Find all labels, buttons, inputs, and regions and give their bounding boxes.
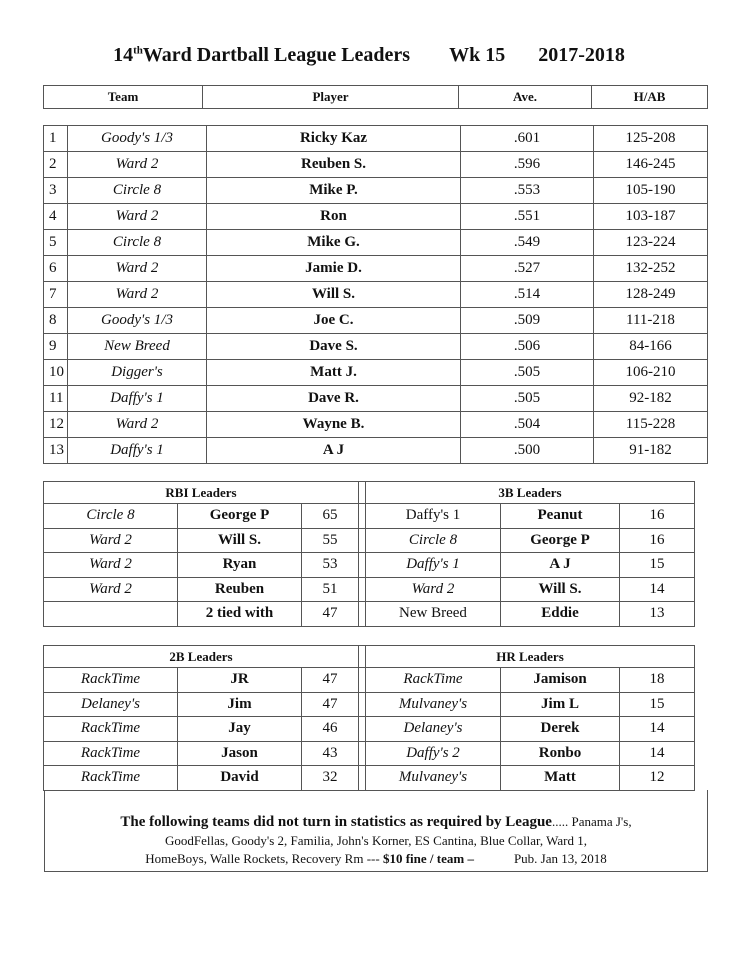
cell-rank: 13	[44, 438, 68, 464]
b3-n: 13	[620, 602, 695, 627]
rbi-title: RBI Leaders	[44, 482, 359, 504]
b2-team: RackTime	[44, 766, 178, 791]
b3-team: Daffy's 1	[366, 553, 501, 578]
b2-player: Jason	[178, 741, 302, 766]
cell-rank: 11	[44, 386, 68, 412]
table-row	[44, 178, 708, 204]
b2-team: RackTime	[44, 741, 178, 766]
rbi-player: Ryan	[178, 553, 302, 578]
cell-hab: 125-208	[594, 126, 708, 152]
table-row	[44, 692, 695, 717]
col-team: Team	[44, 86, 203, 109]
cell-ave: .527	[461, 256, 594, 282]
cell-team: Ward 2	[68, 412, 207, 438]
cell-hab: 132-252	[594, 256, 708, 282]
title-week: Wk 15	[449, 44, 506, 66]
b2-n: 47	[302, 668, 359, 693]
table-row	[44, 360, 708, 386]
b3-player: Will S.	[501, 577, 620, 602]
cell-hab: 128-249	[594, 282, 708, 308]
rbi-n: 55	[302, 528, 359, 553]
cell-rank: 1	[44, 126, 68, 152]
cell-hab: 106-210	[594, 360, 708, 386]
cell-hab: 91-182	[594, 438, 708, 464]
table-row	[44, 334, 708, 360]
b2-team: RackTime	[44, 668, 178, 693]
b2-team: Delaney's	[44, 692, 178, 717]
cell-ave: .500	[461, 438, 594, 464]
cell-hab: 146-245	[594, 152, 708, 178]
table-row	[44, 528, 695, 553]
b3-team: Circle 8	[366, 528, 501, 553]
cell-team: Goody's 1/3	[68, 308, 207, 334]
rbi-n: 51	[302, 577, 359, 602]
cell-team: Ward 2	[68, 204, 207, 230]
hr-n: 14	[620, 741, 695, 766]
col-player: Player	[203, 86, 459, 109]
leaders-table	[43, 125, 708, 464]
table-row	[44, 152, 708, 178]
hr-n: 12	[620, 766, 695, 791]
table-row	[44, 438, 708, 464]
hr-player: Jim L	[501, 692, 620, 717]
cell-player: Dave R.	[207, 386, 461, 412]
table-row	[44, 204, 708, 230]
cell-rank: 9	[44, 334, 68, 360]
rbi-player: 2 tied with	[178, 602, 302, 627]
cell-team: Daffy's 1	[68, 386, 207, 412]
rbi-team: Ward 2	[44, 528, 178, 553]
b2-n: 32	[302, 766, 359, 791]
b2-n: 46	[302, 717, 359, 742]
b3-n: 14	[620, 577, 695, 602]
table-row	[44, 553, 695, 578]
cell-team: Ward 2	[68, 152, 207, 178]
rbi-player: Reuben	[178, 577, 302, 602]
b3-n: 16	[620, 528, 695, 553]
cell-player: Mike G.	[207, 230, 461, 256]
cell-ave: .553	[461, 178, 594, 204]
cell-player: Wayne B.	[207, 412, 461, 438]
b2-player: Jay	[178, 717, 302, 742]
cell-hab: 123-224	[594, 230, 708, 256]
cell-rank: 5	[44, 230, 68, 256]
hr-player: Derek	[501, 717, 620, 742]
b2-player: JR	[178, 668, 302, 693]
b3-n: 16	[620, 504, 695, 529]
table-row	[44, 504, 695, 529]
rbi-player: George P	[178, 504, 302, 529]
b3-player: A J	[501, 553, 620, 578]
cell-rank: 2	[44, 152, 68, 178]
page-title	[0, 44, 738, 67]
cell-team: Circle 8	[68, 178, 207, 204]
table-row	[44, 741, 695, 766]
footer-note: The following teams did not turn in statistics as required by League..... Panama J's, GoodFellas, Goody's 2, Familia, John's Korner, ES Cantina, Blue Collar, Ward 1, HomeBoys, Walle Rockets, Recovery Rm --- $10 fine / team – Pub. Jan 13, 2018	[44, 790, 708, 872]
title-ward: 14thWard Dartball League Leaders	[113, 44, 411, 66]
cell-team: Goody's 1/3	[68, 126, 207, 152]
rbi-team: Circle 8	[44, 504, 178, 529]
cell-hab: 84-166	[594, 334, 708, 360]
table-row	[44, 577, 695, 602]
table-row	[44, 668, 695, 693]
col-hab: H/AB	[592, 86, 708, 109]
cell-player: A J	[207, 438, 461, 464]
hr-team: Mulvaney's	[366, 766, 501, 791]
cell-rank: 7	[44, 282, 68, 308]
b3-team: Ward 2	[366, 577, 501, 602]
leaders-header	[43, 85, 708, 109]
table-row	[44, 256, 708, 282]
hr-team: RackTime	[366, 668, 501, 693]
rbi-n: 65	[302, 504, 359, 529]
rbi-3b-table	[43, 481, 695, 627]
cell-hab: 115-228	[594, 412, 708, 438]
table-row	[44, 230, 708, 256]
table-row	[44, 602, 695, 627]
b3-title: 3B Leaders	[366, 482, 695, 504]
cell-player: Ron	[207, 204, 461, 230]
cell-team: Ward 2	[68, 256, 207, 282]
rbi-team	[44, 602, 178, 627]
hr-title: HR Leaders	[366, 646, 695, 668]
cell-player: Ricky Kaz	[207, 126, 461, 152]
cell-ave: .509	[461, 308, 594, 334]
cell-ave: .506	[461, 334, 594, 360]
hr-n: 15	[620, 692, 695, 717]
b3-player: George P	[501, 528, 620, 553]
table-row	[44, 126, 708, 152]
cell-ave: .504	[461, 412, 594, 438]
b2-player: David	[178, 766, 302, 791]
b3-team: New Breed	[366, 602, 501, 627]
hr-player: Ronbo	[501, 741, 620, 766]
hr-player: Matt	[501, 766, 620, 791]
b2-n: 47	[302, 692, 359, 717]
cell-hab: 111-218	[594, 308, 708, 334]
cell-ave: .601	[461, 126, 594, 152]
col-ave: Ave.	[459, 86, 592, 109]
cell-player: Will S.	[207, 282, 461, 308]
cell-rank: 4	[44, 204, 68, 230]
b3-player: Eddie	[501, 602, 620, 627]
cell-rank: 10	[44, 360, 68, 386]
cell-team: Digger's	[68, 360, 207, 386]
hr-team: Daffy's 2	[366, 741, 501, 766]
rbi-n: 53	[302, 553, 359, 578]
rbi-team: Ward 2	[44, 553, 178, 578]
b2-title: 2B Leaders	[44, 646, 359, 668]
cell-team: New Breed	[68, 334, 207, 360]
table-row	[44, 412, 708, 438]
table-row	[44, 308, 708, 334]
b3-player: Peanut	[501, 504, 620, 529]
cell-player: Reuben S.	[207, 152, 461, 178]
cell-ave: .514	[461, 282, 594, 308]
table-row	[44, 766, 695, 791]
cell-ave: .505	[461, 360, 594, 386]
b2-n: 43	[302, 741, 359, 766]
hr-team: Delaney's	[366, 717, 501, 742]
b3-n: 15	[620, 553, 695, 578]
cell-rank: 8	[44, 308, 68, 334]
cell-player: Mike P.	[207, 178, 461, 204]
cell-hab: 92-182	[594, 386, 708, 412]
cell-rank: 6	[44, 256, 68, 282]
title-season: 2017-2018	[538, 44, 625, 66]
cell-player: Dave S.	[207, 334, 461, 360]
cell-player: Joe C.	[207, 308, 461, 334]
cell-team: Daffy's 1	[68, 438, 207, 464]
cell-ave: .596	[461, 152, 594, 178]
table-row	[44, 717, 695, 742]
cell-ave: .549	[461, 230, 594, 256]
rbi-team: Ward 2	[44, 577, 178, 602]
cell-team: Ward 2	[68, 282, 207, 308]
hr-n: 14	[620, 717, 695, 742]
hr-team: Mulvaney's	[366, 692, 501, 717]
rbi-n: 47	[302, 602, 359, 627]
cell-hab: 103-187	[594, 204, 708, 230]
cell-player: Matt J.	[207, 360, 461, 386]
cell-player: Jamie D.	[207, 256, 461, 282]
rbi-player: Will S.	[178, 528, 302, 553]
table-row	[44, 282, 708, 308]
2b-hr-table	[43, 645, 695, 791]
hr-n: 18	[620, 668, 695, 693]
cell-rank: 3	[44, 178, 68, 204]
cell-team: Circle 8	[68, 230, 207, 256]
cell-rank: 12	[44, 412, 68, 438]
cell-hab: 105-190	[594, 178, 708, 204]
b2-team: RackTime	[44, 717, 178, 742]
table-row	[44, 386, 708, 412]
b3-team: Daffy's 1	[366, 504, 501, 529]
b2-player: Jim	[178, 692, 302, 717]
hr-player: Jamison	[501, 668, 620, 693]
cell-ave: .551	[461, 204, 594, 230]
cell-ave: .505	[461, 386, 594, 412]
